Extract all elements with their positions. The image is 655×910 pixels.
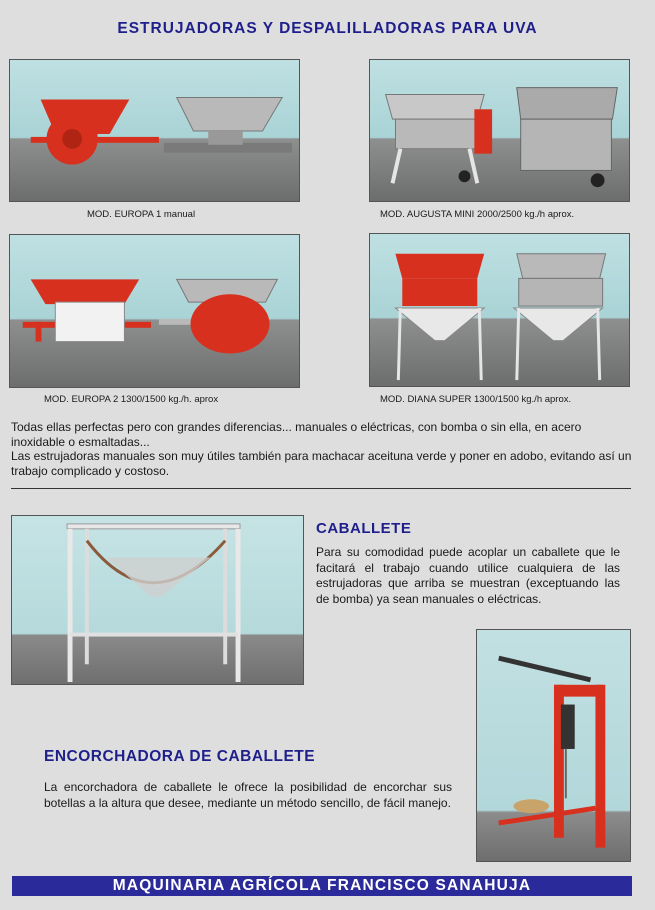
intro-paragraph	[11, 420, 636, 478]
caption-europa-2: MOD. EUROPA 2 1300/1500 kg./h. aprox	[44, 394, 219, 405]
photo-caballete	[11, 515, 304, 685]
caption-diana-super: MOD. DIANA SUPER 1300/1500 kg./h aprox.	[380, 394, 572, 405]
footer-banner: MAQUINARIA AGRÍCOLA FRANCISCO SANAHUJA	[12, 876, 632, 896]
intro-line-2: Las estrujadoras manuales son muy útiles también para machacar aceituna verde y poner en adobo, evitando así un trabajo complicado y costoso.	[11, 449, 632, 478]
photo-augusta-mini	[369, 59, 630, 202]
caballete-illustration	[12, 516, 303, 684]
europa-2-illustration	[10, 235, 299, 387]
intro-line-1: Todas ellas perfectas pero con grandes diferencias... manuales o eléctricas, con bomba o sin ella, en acero inoxidable o esmaltadas...	[11, 420, 582, 449]
encorchadora-heading: ENCORCHADORA DE CABALLETE	[44, 748, 316, 765]
page-title: ESTRUJADORAS Y DESPALILLADORAS PARA UVA	[117, 20, 538, 37]
photo-europa-2	[9, 234, 300, 388]
europa-1-illustration	[10, 60, 299, 201]
diana-super-illustration	[370, 234, 629, 386]
photo-encorchadora	[476, 629, 631, 862]
caption-augusta-mini: MOD. AUGUSTA MINI 2000/2500 kg./h aprox.	[380, 209, 575, 220]
augusta-mini-illustration	[370, 60, 629, 201]
photo-europa-1	[9, 59, 300, 202]
photo-diana-super	[369, 233, 630, 387]
caballete-heading: CABALLETE	[316, 520, 412, 537]
section-divider	[11, 488, 631, 489]
encorchadora-illustration	[477, 630, 630, 861]
encorchadora-text: La encorchadora de caballete le ofrece la posibilidad de encorchar sus botellas a la altura que desee, mediante un método sencillo, de fácil manejo.	[44, 780, 452, 810]
caption-europa-1: MOD. EUROPA 1 manual	[87, 209, 196, 220]
caballete-text: Para su comodidad puede acoplar un caballete que le facitará el trabajo cuando utilice cualquiera de las estrujadoras que arriba se muestran (exceptuando las de bomba) ya sean manuales o eléctricas.	[316, 545, 620, 606]
